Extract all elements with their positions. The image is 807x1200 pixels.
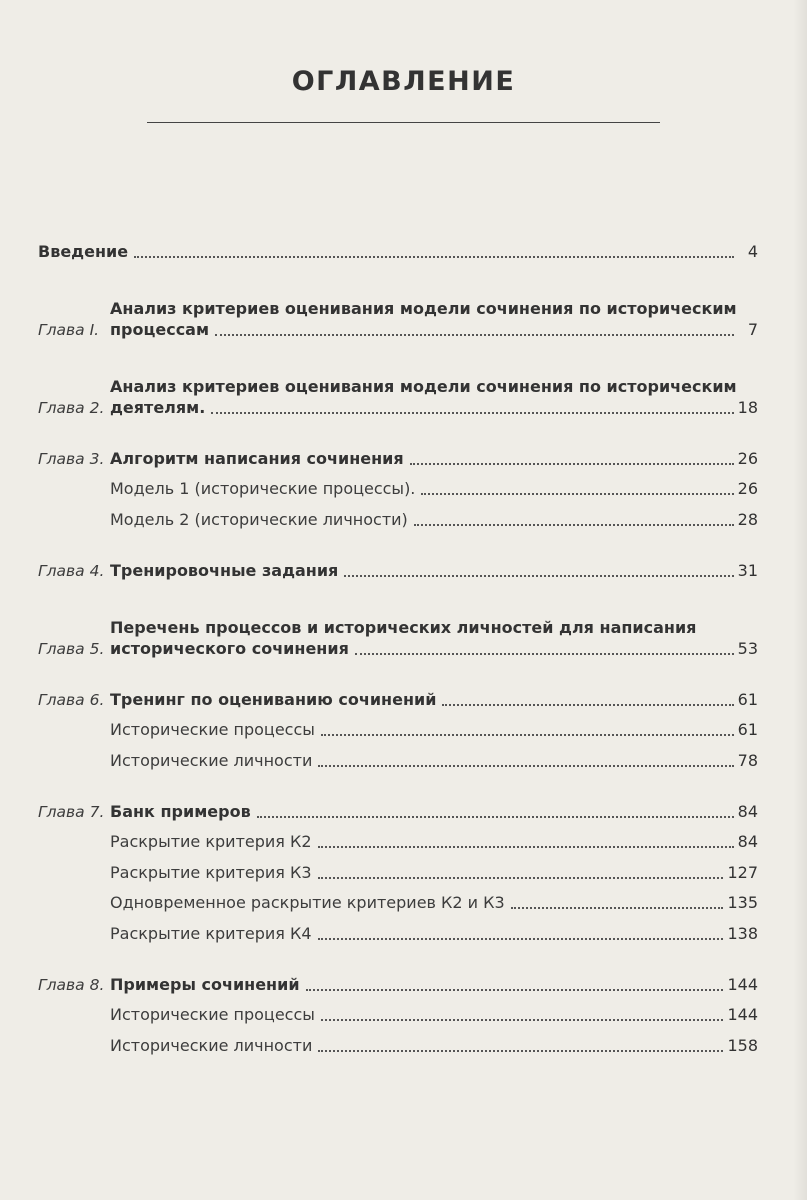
page-number: 4 (747, 242, 758, 261)
toc-entry[interactable] (0, 635, 807, 663)
chapter-number: Глава 6. (38, 691, 105, 709)
toc-subentry[interactable] (0, 828, 807, 856)
toc-subentry[interactable] (0, 475, 807, 503)
toc-entry-title: Исторические личности (110, 751, 313, 770)
toc-entry-title: Модель 1 (исторические процессы). (110, 479, 416, 498)
page-number: 28 (737, 510, 758, 529)
dot-leader (355, 653, 734, 655)
chapter-number: Глава 3. (38, 450, 105, 468)
page-number: 61 (737, 720, 758, 739)
toc-entry[interactable] (0, 445, 807, 473)
page-number: 84 (737, 832, 758, 851)
toc-entry-title: Исторические процессы (110, 1005, 315, 1024)
page-number: 127 (727, 863, 758, 882)
page-number: 18 (737, 398, 758, 417)
toc-entry-title: Модель 2 (исторические личности) (110, 510, 408, 529)
dot-leader (511, 907, 724, 909)
chapter-number: Глава 2. (38, 399, 105, 417)
chapter-number: Глава 5. (38, 640, 105, 658)
toc-subentry[interactable] (0, 920, 807, 948)
toc-entry-title: процессам (110, 320, 210, 339)
toc-subentry[interactable] (0, 1032, 807, 1060)
chapter-number: Глава I. (38, 321, 100, 339)
toc-entry-title: Раскрытие критерия К3 (110, 863, 312, 882)
page-number: 53 (737, 639, 758, 658)
toc-entry-title: Введение (38, 242, 129, 261)
page-number: 26 (737, 449, 758, 468)
page-number: 31 (737, 561, 758, 580)
toc-entry-title-line1: Анализ критериев оценивания модели сочинения по историческим (110, 299, 737, 318)
page-number: 61 (737, 690, 758, 709)
dot-leader (257, 816, 734, 818)
dot-leader (211, 412, 733, 414)
chapter-number: Глава 4. (38, 562, 105, 580)
toc-entry-title: Банк примеров (110, 802, 251, 821)
dot-leader (414, 524, 734, 526)
toc-entry-title: Примеры сочинений (110, 975, 300, 994)
dot-leader (318, 938, 724, 940)
page-number: 144 (727, 1005, 758, 1024)
page-title: ОГЛАВЛЕНИЕ (291, 66, 516, 97)
page-number: 138 (727, 924, 758, 943)
dot-leader (215, 334, 734, 336)
toc-entry-title: Тренировочные задания (110, 561, 339, 580)
dot-leader (321, 734, 734, 736)
page-number: 7 (747, 320, 758, 339)
page-number: 135 (727, 893, 758, 912)
toc-subentry[interactable] (0, 1001, 807, 1029)
toc-entry-title-line1: Анализ критериев оценивания модели сочинения по историческим (110, 377, 737, 396)
toc-entry-title: деятелям. (110, 398, 206, 417)
dot-leader (318, 846, 734, 848)
toc-entry-title: Тренинг по оцениванию сочинений (110, 690, 437, 709)
page-number: 144 (727, 975, 758, 994)
toc-subentry[interactable] (0, 506, 807, 534)
page-number: 84 (737, 802, 758, 821)
toc-entry[interactable] (0, 557, 807, 585)
toc-entry[interactable] (0, 316, 807, 344)
toc-subentry[interactable] (0, 747, 807, 775)
toc-entry-title-line1: Перечень процессов и исторических личностей для написания (110, 618, 697, 637)
toc-entry[interactable] (0, 238, 807, 266)
toc-entry-title: Исторические личности (110, 1036, 313, 1055)
page-number: 26 (737, 479, 758, 498)
dot-leader (318, 1050, 723, 1052)
toc-entry-title: исторического сочинения (110, 639, 349, 658)
toc-subentry[interactable] (0, 859, 807, 887)
toc-entry-title: Раскрытие критерия К4 (110, 924, 312, 943)
toc-entry-title: Алгоритм написания сочинения (110, 449, 404, 468)
toc-subentry[interactable] (0, 889, 807, 917)
dot-leader (318, 877, 724, 879)
dot-leader (344, 575, 733, 577)
toc-subentry[interactable] (0, 716, 807, 744)
toc-entry[interactable] (0, 971, 807, 999)
page-number: 78 (737, 751, 758, 770)
dot-leader (442, 704, 733, 706)
dot-leader (410, 463, 734, 465)
page-number: 158 (727, 1036, 758, 1055)
dot-leader (134, 256, 734, 258)
chapter-number: Глава 7. (38, 803, 105, 821)
dot-leader (421, 493, 733, 495)
toc-entry-title: Одновременное раскрытие критериев К2 и К3 (110, 893, 505, 912)
toc-entry[interactable] (0, 798, 807, 826)
dot-leader (318, 765, 733, 767)
chapter-number: Глава 8. (38, 976, 105, 994)
toc-entry-title: Раскрытие критерия К2 (110, 832, 312, 851)
toc-entry-title: Исторические процессы (110, 720, 315, 739)
dot-leader (306, 989, 724, 991)
toc-entry[interactable] (0, 686, 807, 714)
dot-leader (321, 1019, 724, 1021)
toc-entry[interactable] (0, 394, 807, 422)
